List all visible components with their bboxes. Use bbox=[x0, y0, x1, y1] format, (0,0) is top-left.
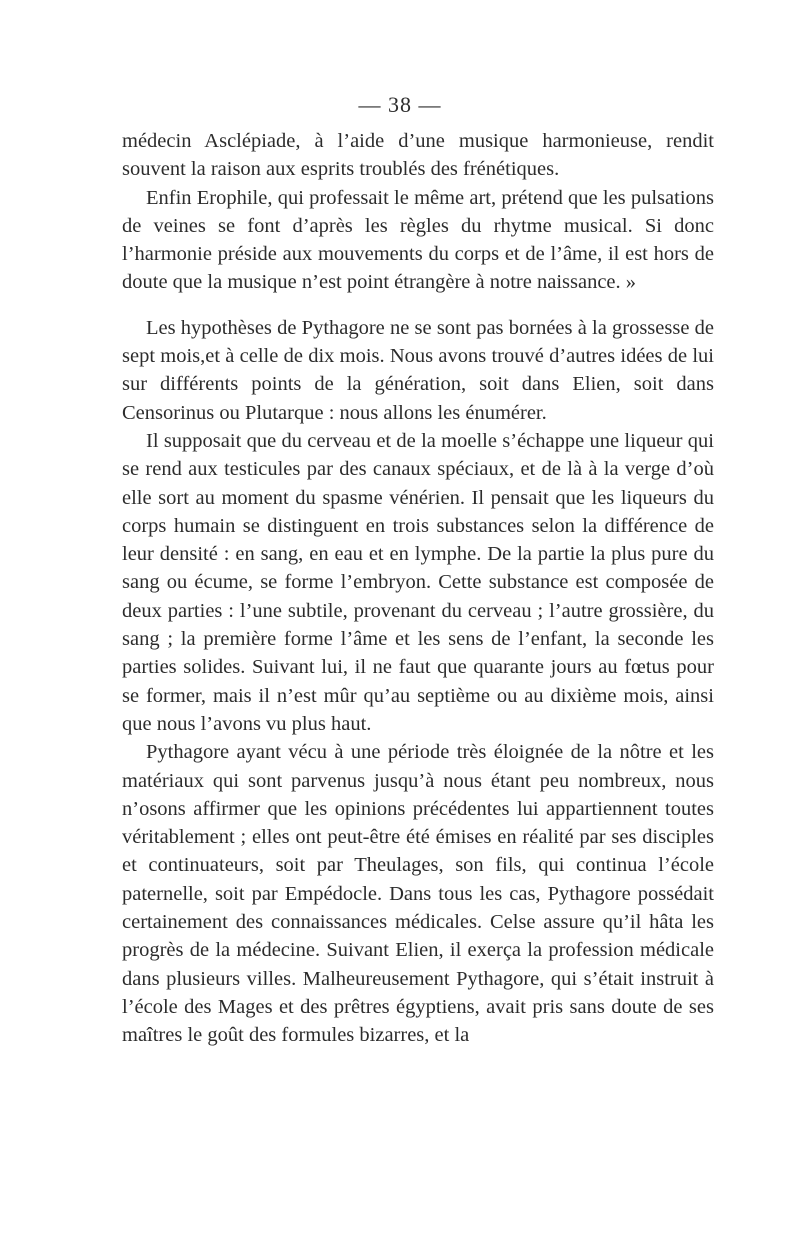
paragraph-2: Enfin Erophile, qui professait le même art, prétend que les pulsations de veines se font d’après les règles du rhytme musical. Si donc l’harmonie préside aux mouvements du corps et de l’âme, il est hors de doute que la musique n’est point étrangère à notre naissance. » bbox=[122, 186, 714, 294]
paragraph-4: Il supposait que du cerveau et de la moelle s’échappe une liqueur qui se rend aux testicules par des canaux spéciaux, et de là à la verge d’où elle sort au moment du spasme vénérien. Il pensait que les liqueurs du corps humain se distinguent en trois substances selon la différence de leur densité : en sang, en eau et en lymphe. De la partie la plus pure du sang ou écume, se forme l’embryon. Cette substance est composée de deux parties : l’une subtile, provenant du cerveau ; l’autre grossière, du sang ; la première forme l’âme et les sens de l’enfant, la seconde les parties solides. Suivant lui, il ne faut que quarante jours au fœtus pour se former, mais il n’est mûr qu’au septième ou au dixième mois, ainsi que nous l’avons vu plus haut. bbox=[122, 429, 714, 735]
paragraph-3: Les hypothèses de Pythagore ne se sont pas bornées à la grossesse de sept mois,et à celle de dix mois. Nous avons trouvé d’autres idées de lui sur différents points de la génération, soit dans Elien, soit dans Censorinus ou Plutarque : nous allons les énumérer. bbox=[122, 316, 714, 424]
body-text bbox=[122, 127, 714, 1050]
paragraph-1: médecin Asclépiade, à l’aide d’une musique harmonieuse, rendit souvent la raison aux esprits troublés des frénétiques. bbox=[122, 130, 714, 181]
paragraph-5: Pythagore ayant vécu à une période très éloignée de la nôtre et les matériaux qui sont parvenus jusqu’à nous étant peu nombreux, nous n’osons affirmer que les opinions précédentes lui appartiennent toutes véritablement ; elles ont peut-être été émises en réalité par ses disciples et continuateurs, soit par Theulages, son fils, qui continua l’école paternelle, soit par Empédocle. Dans tous les cas, Pythagore possédait certainement des connaissances médicales. Celse assure qu’il hâta les progrès de la médecine. Suivant Elien, il exerça la profession médicale dans plusieurs villes. Malheureusement Pythagore, qui s’était instruit à l’école des Mages et des prêtres égyptiens, avait pris sans doute de ses maîtres le goût des formules bizarres, et la bbox=[122, 741, 714, 1047]
page-number: — 38 — bbox=[358, 92, 442, 117]
